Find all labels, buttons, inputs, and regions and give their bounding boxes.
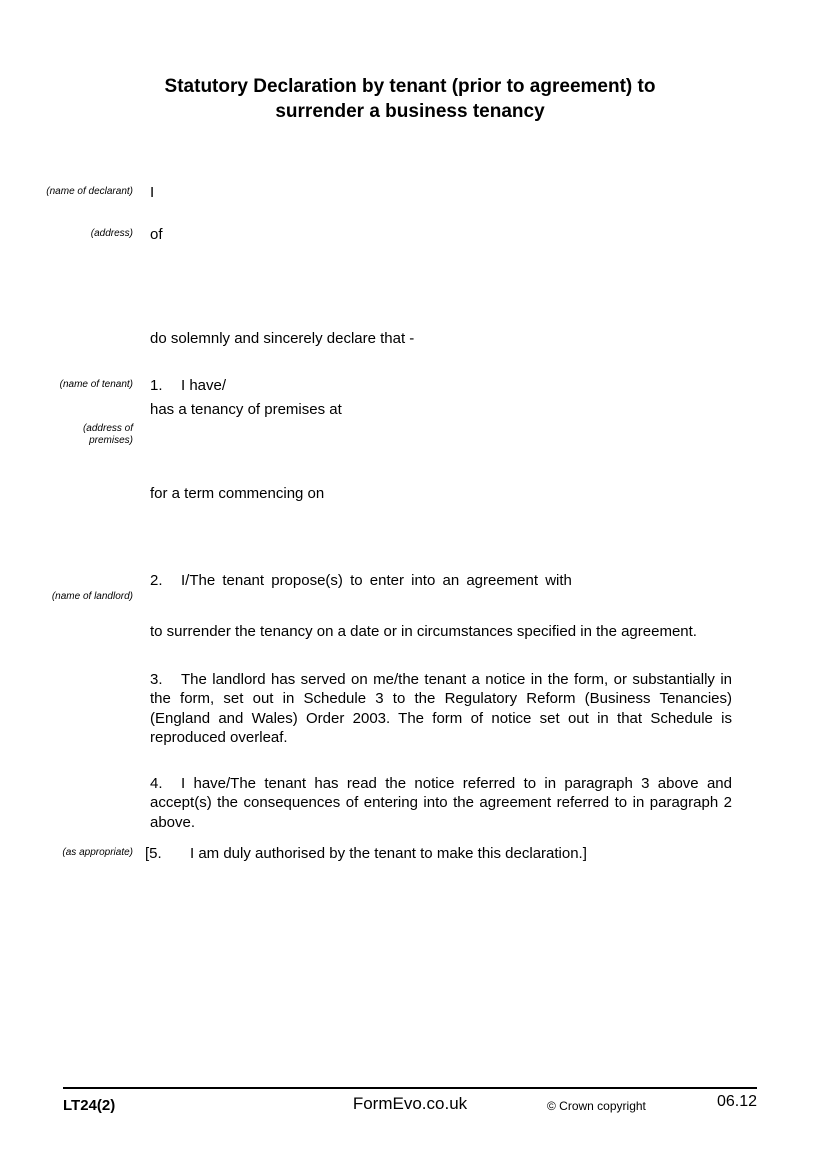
footer-divider <box>63 1087 757 1089</box>
paragraph-1-line-1 <box>150 376 226 395</box>
paragraph-4 <box>150 774 732 832</box>
page-title <box>0 74 820 124</box>
page-title-line2: surrender a business tenancy <box>275 101 545 122</box>
paragraph-2-line-1 <box>150 571 572 590</box>
margin-label-name-of-landlord: (name of landlord) <box>51 591 133 602</box>
margin-label-as-appropriate: (as appropriate) <box>62 847 133 858</box>
paragraph-1-number: 1. <box>150 377 163 394</box>
paragraph-2-number: 2. <box>150 572 163 589</box>
paragraph-5 <box>145 844 587 863</box>
paragraph-5-text: I am duly authorised by the tenant to make this declaration.] <box>190 845 587 862</box>
paragraph-2-text: I/The tenant propose(s) to enter into an agreement with <box>181 572 572 589</box>
paragraph-3 <box>150 670 732 748</box>
paragraph-4-number: 4. <box>150 775 163 792</box>
page-title-line1: Statutory Declaration by tenant (prior to agreement) to <box>164 76 656 97</box>
term-line: for a term commencing on <box>150 485 325 502</box>
address-line: of <box>150 226 163 243</box>
paragraph-2-continuation: to surrender the tenancy on a date or in circumstances specified in the agreement. <box>150 623 697 640</box>
paragraph-3-number: 3. <box>150 671 163 688</box>
footer-version: 06.12 <box>716 1093 757 1110</box>
declare-line: do solemnly and sincerely declare that - <box>150 330 415 347</box>
margin-label-address: (address) <box>90 228 133 239</box>
paragraph-3-text: The landlord has served on me/the tenant a notice in the form, or substantially in the form, set out in Schedule 3 to the Regulatory Reform (Business Tenancies) (England and Wales) Order 2003. The form of notice set out in that Schedule is reproduced overleaf. <box>150 671 732 747</box>
margin-label-address-of-premises: (address of premises) <box>82 423 133 446</box>
footer-brand: FormEvo.co.uk <box>352 1094 468 1113</box>
margin-label-name-of-tenant: (name of tenant) <box>59 379 133 390</box>
margin-label-name-of-declarant: (name of declarant) <box>46 186 133 197</box>
footer-form-code: LT24(2) <box>63 1097 116 1114</box>
paragraph-5-number: [5. <box>145 845 162 862</box>
paragraph-4-text: I have/The tenant has read the notice referred to in paragraph 3 above and accept(s) the consequences of entering into the agreement referred to in paragraph 2 above. <box>150 775 732 831</box>
footer-copyright: © Crown copyright <box>547 1099 646 1113</box>
declarant-line: I <box>150 184 155 201</box>
paragraph-1-line-2: has a tenancy of premises at <box>150 401 342 418</box>
paragraph-1-text: I have/ <box>181 377 227 394</box>
